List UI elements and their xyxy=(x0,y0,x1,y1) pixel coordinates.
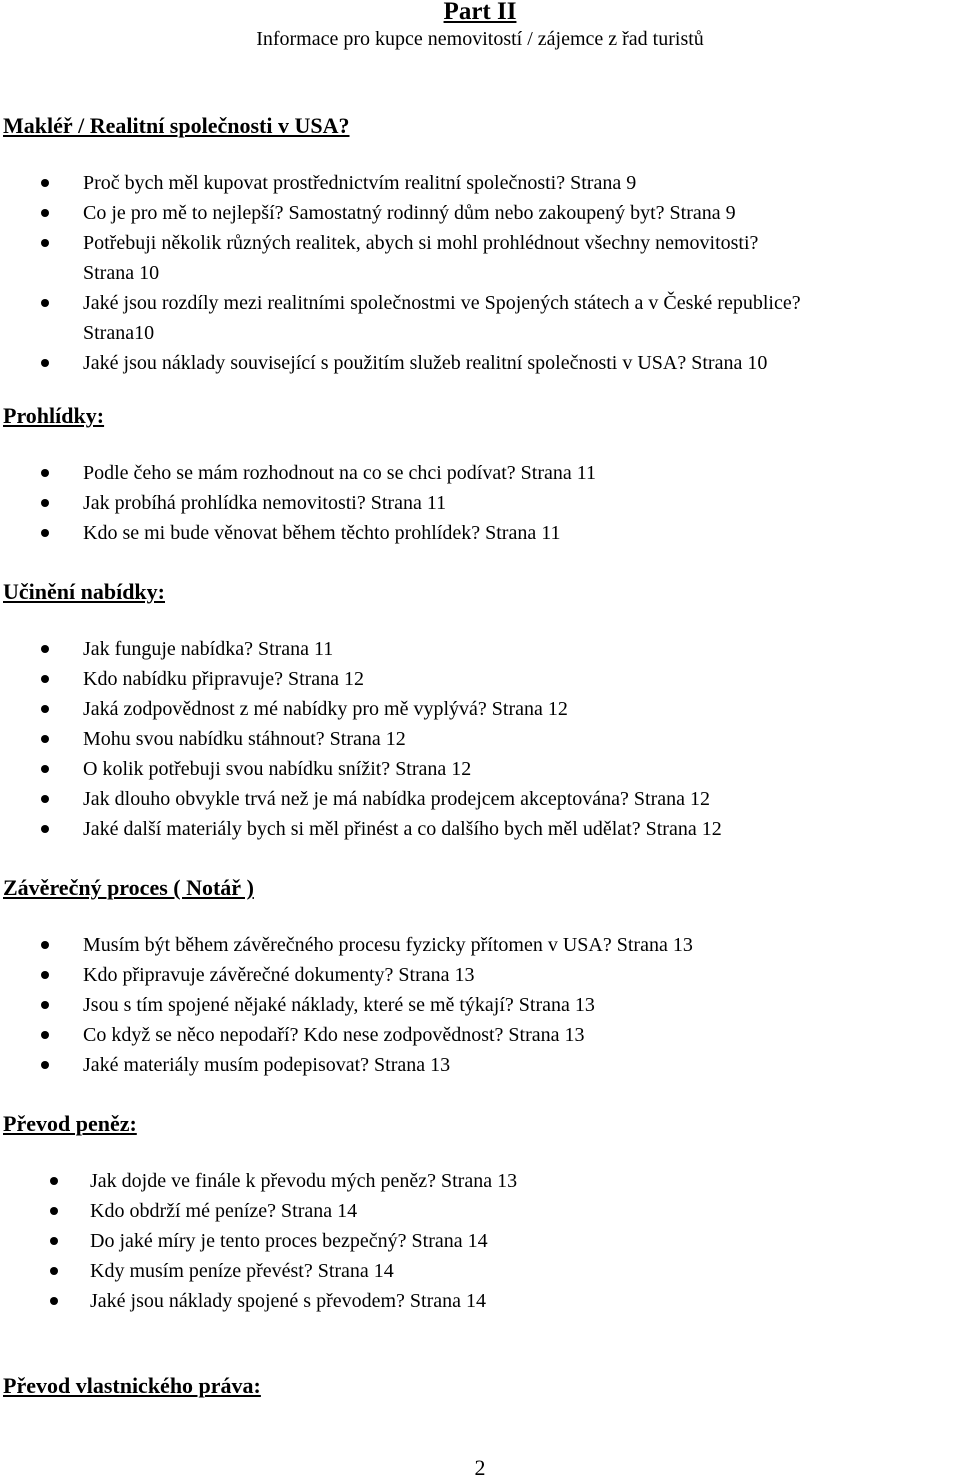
bullet-icon xyxy=(41,971,49,979)
list-item: Do jaké míry je tento proces bezpečný? Strana 14 xyxy=(0,1226,517,1256)
offer-question-list xyxy=(0,634,722,844)
list-item: Jaké materiály musím podepisovat? Strana 13 xyxy=(0,1050,693,1080)
section-heading-closing-process: Závěrečný proces ( Notář ) xyxy=(3,875,254,900)
list-item: Jaké jsou náklady související s použitím služeb realitní společnosti v USA? Strana 10 xyxy=(0,348,801,378)
list-item: Musím být během závěrečného procesu fyzicky přítomen v USA? Strana 13 xyxy=(0,930,693,960)
list-item: Jaké další materiály bych si měl přinést a co dalšího bych měl udělat? Strana 12 xyxy=(0,814,722,844)
section-heading-making-offer: Učinění nabídky: xyxy=(3,579,165,604)
list-item: Kdo nabídku připravuje? Strana 12 xyxy=(0,664,722,694)
page-reference: Strana 10 xyxy=(83,262,160,284)
section-heading-title-transfer: Převod vlastnického práva: xyxy=(3,1373,261,1398)
bullet-icon xyxy=(50,1297,58,1305)
list-item: O kolik potřebuji svou nabídku snížit? Strana 12 xyxy=(0,754,722,784)
page-header xyxy=(0,0,960,54)
page-reference: Strana10 xyxy=(83,322,155,344)
bullet-icon xyxy=(41,499,49,507)
bullet-icon xyxy=(41,825,49,833)
list-item: Mohu svou nabídku stáhnout? Strana 12 xyxy=(0,724,722,754)
bullet-icon xyxy=(41,645,49,653)
bullet-icon xyxy=(41,179,49,187)
list-item: Co když se něco nepodaří? Kdo nese zodpovědnost? Strana 13 xyxy=(0,1020,693,1050)
bullet-icon xyxy=(41,529,49,537)
bullet-icon xyxy=(41,735,49,743)
bullet-icon xyxy=(50,1267,58,1275)
list-item: Jaká zodpovědnost z mé nabídky pro mě vyplývá? Strana 12 xyxy=(0,694,722,724)
list-item: Jak probíhá prohlídka nemovitosti? Strana 11 xyxy=(0,488,596,518)
page-number: 2 xyxy=(474,1455,486,1480)
bullet-icon xyxy=(50,1177,58,1185)
part-title: Part II xyxy=(443,0,517,25)
bullet-icon xyxy=(41,705,49,713)
list-item: Co je pro mě to nejlepší? Samostatný rodinný dům nebo zakoupený byt? Strana 9 xyxy=(0,198,801,228)
bullet-icon xyxy=(41,1061,49,1069)
bullet-icon xyxy=(41,795,49,803)
bullet-icon xyxy=(41,765,49,773)
list-item: Jak dojde ve finále k převodu mých peněz? Strana 13 xyxy=(0,1166,517,1196)
list-item: Jak funguje nabídka? Strana 11 xyxy=(0,634,722,664)
money-transfer-question-list xyxy=(0,1166,517,1316)
list-item: Kdy musím peníze převést? Strana 14 xyxy=(0,1256,517,1286)
list-item: Kdo se mi bude věnovat během těchto prohlídek? Strana 11 xyxy=(0,518,596,548)
bullet-icon xyxy=(41,1031,49,1039)
bullet-icon xyxy=(41,209,49,217)
list-item: Jaké jsou náklady spojené s převodem? Strana 14 xyxy=(0,1286,517,1316)
bullet-icon xyxy=(50,1237,58,1245)
bullet-icon xyxy=(41,299,49,307)
realtors-question-list xyxy=(0,168,801,378)
bullet-icon xyxy=(41,469,49,477)
bullet-icon xyxy=(41,941,49,949)
closing-question-list xyxy=(0,930,693,1080)
page-subtitle: Informace pro kupce nemovitostí / zájemce z řad turistů xyxy=(256,28,704,50)
bullet-icon xyxy=(50,1207,58,1215)
bullet-icon xyxy=(41,359,49,367)
bullet-icon xyxy=(41,675,49,683)
section-heading-money-transfer: Převod peněz: xyxy=(3,1111,137,1136)
bullet-icon xyxy=(41,1001,49,1009)
list-item: Proč bych měl kupovat prostřednictvím realitní společnosti? Strana 9 xyxy=(0,168,801,198)
list-item: Jsou s tím spojené nějaké náklady, které se mě týkají? Strana 13 xyxy=(0,990,693,1020)
list-item: Podle čeho se mám rozhodnout na co se chci podívat? Strana 11 xyxy=(0,458,596,488)
list-item: Potřebuji několik různých realitek, abych si mohl prohlédnout všechny nemovitosti? Strana 10 xyxy=(0,228,801,288)
list-item: Kdo připravuje závěrečné dokumenty? Strana 13 xyxy=(0,960,693,990)
bullet-icon xyxy=(41,239,49,247)
list-item: Kdo obdrží mé peníze? Strana 14 xyxy=(0,1196,517,1226)
list-item: Jaké jsou rozdíly mezi realitními společnostmi ve Spojených státech a v České republice? Strana10 xyxy=(0,288,801,348)
section-heading-viewings: Prohlídky: xyxy=(3,403,105,428)
viewings-question-list xyxy=(0,458,596,548)
section-heading-realtors: Makléř / Realitní společnosti v USA? xyxy=(3,113,350,138)
list-item: Jak dlouho obvykle trvá než je má nabídka prodejcem akceptována? Strana 12 xyxy=(0,784,722,814)
